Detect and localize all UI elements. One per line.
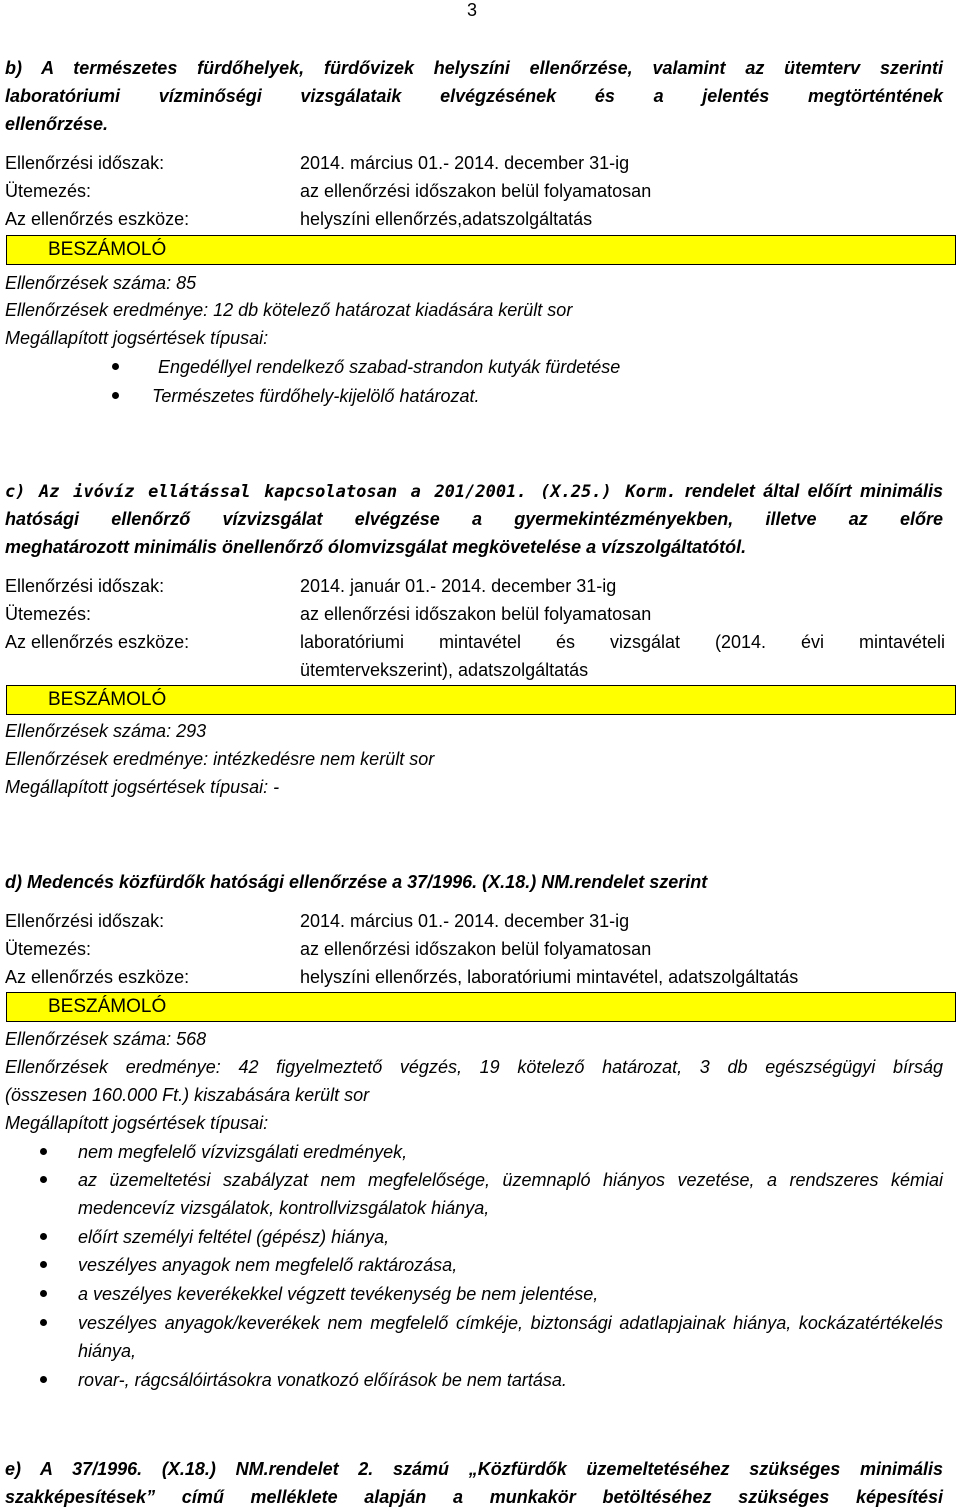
period-value: 2014. március 01.- 2014. december 31-ig bbox=[300, 911, 630, 931]
section-e-heading-line-2: szakképesítések” című melléklete alapján a munkakör betöltéséhez szükséges képesítési bbox=[5, 1487, 943, 1507]
section-d-item-1: nem megfelelő vízvizsgálati eredmények, bbox=[78, 1142, 408, 1162]
section-c-report-bar bbox=[6, 685, 956, 715]
report-label: BESZÁMOLÓ bbox=[48, 996, 167, 1017]
tool-label: Az ellenőrzés eszköze: bbox=[5, 209, 190, 229]
tool-value-line-2: ütemtervekszerint), adatszolgáltatás bbox=[300, 660, 589, 680]
schedule-value: az ellenőrzési időszakon belül folyamatosan bbox=[300, 604, 652, 624]
bullet-icon bbox=[40, 1319, 47, 1326]
section-d-schedule-row bbox=[5, 935, 945, 963]
section-d-item-2: az üzemeltetési szabályzat nem megfelelősége, üzemnapló hiányos vezetése, a rendszeres kémiai medencevíz vizsgálatok, kontrollvizsgálatok hiánya, bbox=[78, 1170, 943, 1218]
bullet-icon bbox=[40, 1148, 47, 1155]
section-d-item-7: rovar-, rágcsálóirtásokra vonatkozó előírások be nem tartása. bbox=[78, 1370, 567, 1390]
schedule-label: Ütemezés: bbox=[5, 604, 92, 624]
page-number: 3 bbox=[467, 0, 478, 20]
bullet-icon bbox=[112, 392, 119, 399]
schedule-value: az ellenőrzési időszakon belül folyamatosan bbox=[300, 181, 652, 201]
section-b-heading-line-3: ellenőrzése. bbox=[5, 114, 109, 134]
bullet-icon bbox=[40, 1261, 47, 1268]
section-b-period-row bbox=[5, 149, 945, 177]
section-d-count: Ellenőrzések száma: 568 bbox=[5, 1029, 207, 1049]
section-b-item-2: Természetes fürdőhely-kijelölő határozat. bbox=[152, 386, 480, 406]
schedule-value: az ellenőrzési időszakon belül folyamatosan bbox=[300, 939, 652, 959]
section-d-period-row bbox=[5, 907, 945, 935]
section-c-period-row bbox=[5, 572, 945, 600]
section-d-result-line-2: (összesen 160.000 Ft.) kiszabására került sor bbox=[5, 1085, 370, 1105]
section-b-schedule-row bbox=[5, 177, 945, 205]
bullet-icon bbox=[112, 363, 119, 370]
section-c-schedule-row bbox=[5, 600, 945, 628]
section-e-heading-line-1: e) A 37/1996. (X.18.) NM.rendelet 2. számú „Közfürdők üzemeltetéséhez szükséges minimális bbox=[5, 1459, 943, 1479]
bullet-icon bbox=[40, 1290, 47, 1297]
section-d-item-6: veszélyes anyagok/keverékek nem megfelelő címkéje, biztonsági adatlapjainak hiánya, kockázatértékelés hiánya, bbox=[78, 1313, 943, 1361]
section-d-item-4: veszélyes anyagok nem megfelelő raktározása, bbox=[78, 1255, 458, 1275]
section-c-types: Megállapított jogsértések típusai: - bbox=[5, 777, 280, 797]
bullet-icon bbox=[40, 1176, 47, 1183]
section-c-heading-line-1 bbox=[5, 477, 943, 506]
report-label: BESZÁMOLÓ bbox=[48, 239, 167, 260]
tool-label: Az ellenőrzés eszköze: bbox=[5, 967, 190, 987]
period-value: 2014. január 01.- 2014. december 31-ig bbox=[300, 576, 617, 596]
section-b-item-1: Engedéllyel rendelkező szabad-strandon kutyák fürdetése bbox=[158, 357, 621, 377]
section-d-item-3: előírt személyi feltétel (gépész) hiánya, bbox=[78, 1227, 390, 1247]
section-c-count: Ellenőrzések száma: 293 bbox=[5, 721, 207, 741]
section-b-types-label: Megállapított jogsértések típusai: bbox=[5, 328, 269, 348]
section-b-count: Ellenőrzések száma: 85 bbox=[5, 273, 197, 293]
section-b-tool-row bbox=[5, 205, 945, 233]
section-c-tool-row-2 bbox=[5, 656, 945, 684]
schedule-label: Ütemezés: bbox=[5, 181, 92, 201]
section-d-report-bar bbox=[6, 992, 956, 1022]
period-label: Ellenőrzési időszak: bbox=[5, 911, 165, 931]
schedule-label: Ütemezés: bbox=[5, 939, 92, 959]
section-b-report-bar bbox=[6, 235, 956, 265]
section-b-result: Ellenőrzések eredménye: 12 db kötelező határozat kiadására került sor bbox=[5, 300, 573, 320]
section-c-heading-line-3: meghatározott minimális önellenőrző ólomvizsgálat megkövetelése a vízszolgáltatótól. bbox=[5, 537, 747, 557]
section-d-types-label: Megállapított jogsértések típusai: bbox=[5, 1113, 269, 1133]
bullet-icon bbox=[40, 1233, 47, 1240]
tool-value-line-1: laboratóriumi mintavétel és vizsgálat (2014. évi mintavételi bbox=[300, 632, 945, 652]
section-b-heading-line-2: laboratóriumi vízminőségi vizsgálataik elvégzésének és a jelentés megtörténtének bbox=[5, 86, 943, 106]
report-label: BESZÁMOLÓ bbox=[48, 689, 167, 710]
tool-value: helyszíni ellenőrzés,adatszolgáltatás bbox=[300, 209, 593, 229]
section-d-tool-row bbox=[5, 963, 945, 991]
period-label: Ellenőrzési időszak: bbox=[5, 576, 165, 596]
section-c-heading-mono: c) Az ivóvíz ellátással kapcsolatosan a 201/2001. (X.25.) Korm. bbox=[5, 482, 677, 502]
tool-label: Az ellenőrzés eszköze: bbox=[5, 632, 190, 652]
period-value: 2014. március 01.- 2014. december 31-ig bbox=[300, 153, 630, 173]
section-d-result-line-1: Ellenőrzések eredménye: 42 figyelmeztető végzés, 19 kötelező határozat, 3 db egészségügyi bírság bbox=[5, 1057, 943, 1077]
section-d-heading: d) Medencés közfürdők hatósági ellenőrzése a 37/1996. (X.18.) NM.rendelet szerint bbox=[5, 872, 708, 892]
section-c-result: Ellenőrzések eredménye: intézkedésre nem került sor bbox=[5, 749, 435, 769]
section-b-heading-line-1: b) A természetes fürdőhelyek, fürdővizek helyszíni ellenőrzése, valamint az ütemterv szerinti bbox=[5, 58, 943, 78]
section-c-tool-row bbox=[5, 628, 945, 656]
section-c-heading-line-2: hatósági ellenőrző vízvizsgálat elvégzése a gyermekintézményekben, illetve az előre bbox=[5, 509, 943, 529]
bullet-icon bbox=[40, 1376, 47, 1383]
section-d-item-5: a veszélyes keverékekkel végzett tevékenység be nem jelentése, bbox=[78, 1284, 599, 1304]
period-label: Ellenőrzési időszak: bbox=[5, 153, 165, 173]
tool-value: helyszíni ellenőrzés, laboratóriumi mintavétel, adatszolgáltatás bbox=[300, 967, 799, 987]
section-c-heading-rest: rendelet által előírt minimális bbox=[676, 481, 943, 501]
